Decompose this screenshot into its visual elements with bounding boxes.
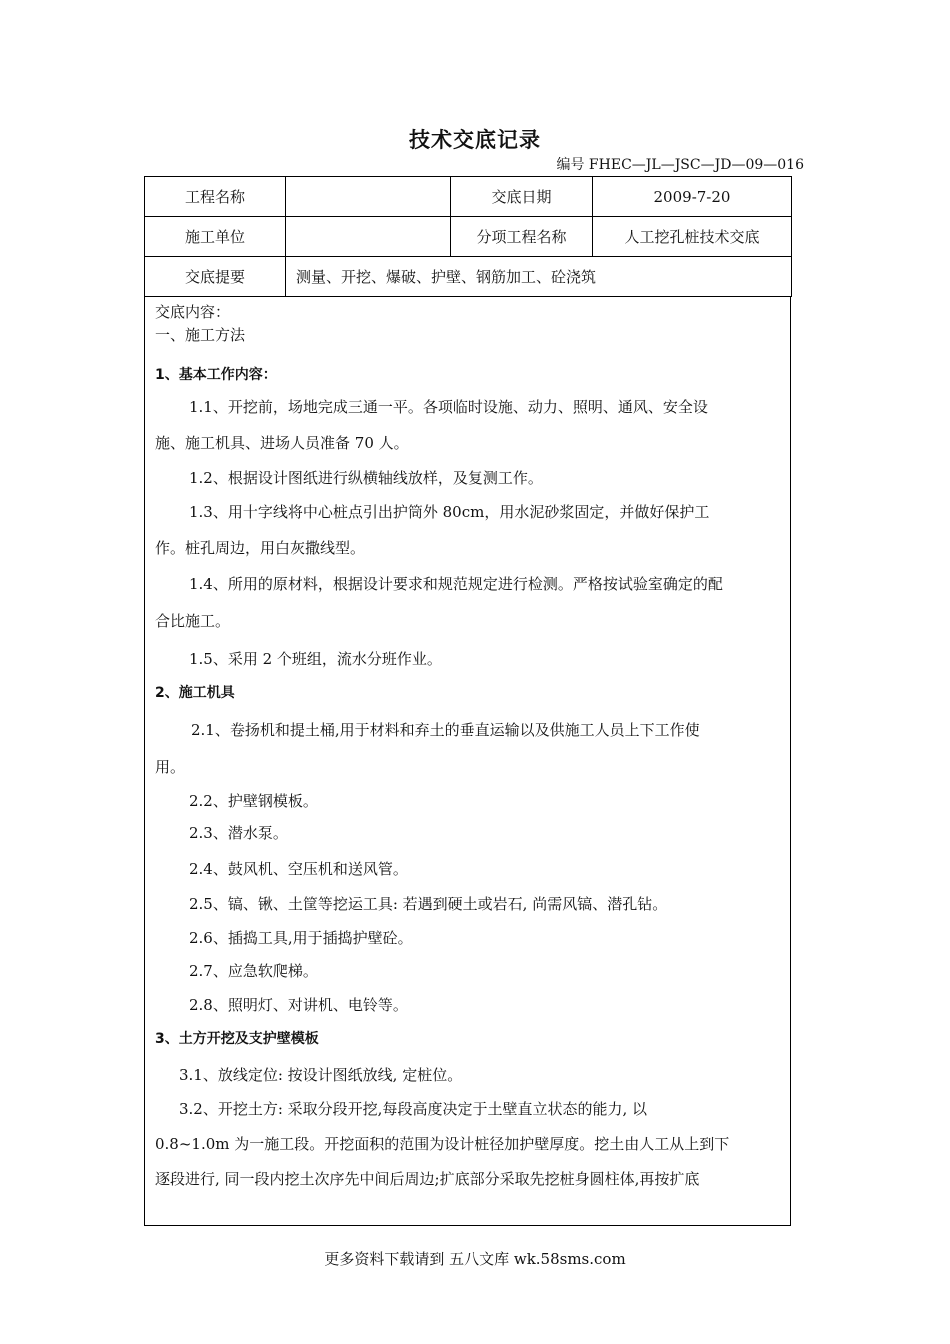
content-line: 1.3、用十字线将中心桩点引出护筒外 80cm，用水泥砂浆固定，并做好保护工 [189, 503, 710, 521]
content-label: 交底内容： [155, 303, 231, 321]
subsection-heading: 1、基本工作内容： [155, 367, 277, 383]
document-number: 编号 FHEC—JL—JSC—JD—09—016 [556, 157, 804, 173]
content-line: 1.2、根据设计图纸进行纵横轴线放样，及复测工作。 [189, 469, 543, 487]
project-name-value [286, 177, 451, 217]
sub-project-value: 人工挖孔桩技术交底 [593, 217, 792, 257]
content-line: 用。 [155, 758, 186, 776]
row-project [145, 177, 792, 217]
content-line: 1.4、所用的原材料，根据设计要求和规范规定进行检测。严格按试验室确定的配 [189, 575, 723, 593]
sub-project-label: 分项工程名称 [451, 217, 593, 257]
header-table [144, 176, 792, 297]
content-line: 2.3、潜水泵。 [189, 824, 288, 842]
content-line: 3.2、开挖土方: 采取分段开挖,每段高度决定于土壁直立状态的能力, 以 [179, 1100, 647, 1118]
content-line: 3.1、放线定位: 按设计图纸放线, 定桩位。 [179, 1066, 463, 1084]
content-line: 2.6、插捣工具,用于插捣护壁砼。 [189, 929, 413, 947]
document-title: 技术交底记录 [409, 128, 541, 152]
content-line: 作。桩孔周边，用白灰撒线型。 [155, 539, 366, 557]
content-line: 2.4、鼓风机、空压机和送风管。 [189, 860, 408, 878]
summary-value: 测量、开挖、爆破、护壁、钢筋加工、砼浇筑 [286, 257, 792, 297]
date-value: 2009-7-20 [593, 177, 792, 217]
unit-label: 施工单位 [145, 217, 286, 257]
unit-value [286, 217, 451, 257]
content-line: 1.1、开挖前，场地完成三通一平。各项临时设施、动力、照明、通风、安全设 [189, 398, 708, 416]
content-line: 2.1、卷扬机和提土桶,用于材料和弃土的垂直运输以及供施工人员上下工作使 [191, 721, 700, 739]
summary-label: 交底提要 [145, 257, 286, 297]
content-box [144, 297, 791, 1226]
subsection-heading: 2、施工机具 [155, 685, 235, 701]
content-line: 0.8~1.0m 为一施工段。开挖面积的范围为设计桩径加护壁厚度。挖土由人工从上到下 [155, 1135, 730, 1153]
subsection-heading: 3、土方开挖及支护壁模板 [155, 1031, 319, 1047]
section-heading: 一、施工方法 [155, 326, 246, 344]
footer-link[interactable]: 更多资料下载请到 五八文库 wk.58sms.com [324, 1250, 626, 1268]
row-summary [145, 257, 792, 297]
content-line: 施、施工机具、进场人员准备 70 人。 [155, 434, 409, 452]
content-line: 2.2、护壁钢模板。 [189, 792, 318, 810]
content-line: 2.8、照明灯、对讲机、电铃等。 [189, 996, 408, 1014]
project-name-label: 工程名称 [145, 177, 286, 217]
content-line: 1.5、采用 2 个班组，流水分班作业。 [189, 650, 442, 668]
content-line: 2.5、镐、锹、土筐等挖运工具: 若遇到硬土或岩石, 尚需风镐、潜孔钻。 [189, 895, 668, 913]
date-label: 交底日期 [451, 177, 593, 217]
row-unit [145, 217, 792, 257]
content-line: 合比施工。 [155, 612, 231, 630]
content-line: 逐段进行, 同一段内挖土次序先中间后周边;扩底部分采取先挖桩身圆柱体,再按扩底 [155, 1170, 700, 1188]
content-line: 2.7、应急软爬梯。 [189, 962, 318, 980]
